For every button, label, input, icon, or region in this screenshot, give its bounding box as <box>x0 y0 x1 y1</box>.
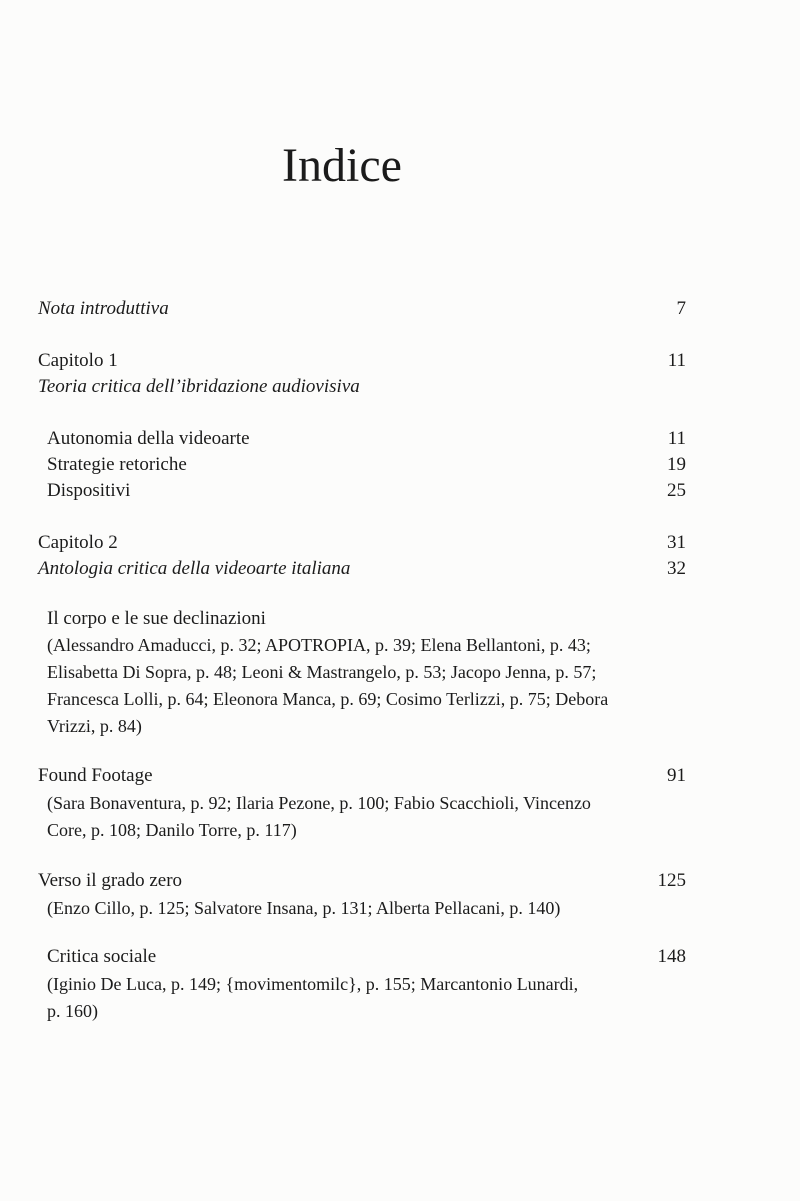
toc-entry-label: Strategie retoriche <box>47 454 187 475</box>
toc-entry-label: Nota introduttiva <box>38 298 169 319</box>
toc-section <box>47 452 686 478</box>
ref-line: (Alessandro Amaducci, p. 32; APOTROPIA, p. 39; Elena Bellantoni, p. 43; <box>47 635 591 655</box>
toc-section <box>47 478 686 504</box>
page-title: Indice <box>282 139 402 192</box>
toc-entry-page: 148 <box>657 946 686 967</box>
toc-entry-page: 11 <box>667 428 686 449</box>
ref-line: Francesca Lolli, p. 64; Eleonora Manca, p. 69; Cosimo Terlizzi, p. 75; Debora <box>47 689 609 709</box>
toc-entry-found-footage <box>38 763 686 789</box>
toc-entry-corpo <box>47 606 686 632</box>
ref-line: Elisabetta Di Sopra, p. 48; Leoni & Mastrangelo, p. 53; Jacopo Jenna, p. 57; <box>47 662 597 682</box>
toc-entry-page: 11 <box>667 350 686 371</box>
toc-entry-label: Il corpo e le sue declinazioni <box>47 608 266 629</box>
toc-entry-label: Found Footage <box>38 765 153 786</box>
toc-entry-page: 32 <box>667 558 686 579</box>
ref-line: p. 160) <box>47 1001 98 1021</box>
toc-chapter-subtitle-1 <box>38 374 686 400</box>
toc-entry-refs-verso <box>47 895 647 922</box>
toc-entry-page: 31 <box>667 532 686 553</box>
toc-entry-page: 25 <box>667 480 686 501</box>
table-of-contents <box>0 292 800 1092</box>
toc-entry-refs-found-footage <box>47 790 647 844</box>
toc-entry-label: Dispositivi <box>47 480 131 501</box>
toc-entry-capitolo-2 <box>38 530 686 556</box>
toc-entry-page: 91 <box>667 765 686 786</box>
toc-entry-nota <box>38 296 686 322</box>
toc-entry-label: Capitolo 1 <box>38 350 118 371</box>
toc-entry-label: Critica sociale <box>47 946 157 967</box>
toc-entry-label: Capitolo 2 <box>38 532 118 553</box>
toc-entry-label: Verso il grado zero <box>38 870 183 891</box>
toc-entry-capitolo-1 <box>38 348 686 374</box>
ref-line: (Iginio De Luca, p. 149; {movimentomilc}, p. 155; Marcantonio Lunardi, <box>47 974 579 994</box>
chapter-subtitle: Antologia critica della videoarte italiana <box>38 558 351 579</box>
toc-entry-refs-corpo <box>47 632 647 740</box>
toc-entry-verso-il-grado-zero <box>38 868 686 894</box>
toc-entry-label: Autonomia della videoarte <box>47 428 250 449</box>
toc-entry-page: 7 <box>676 298 686 319</box>
ref-line: (Enzo Cillo, p. 125; Salvatore Insana, p. 131; Alberta Pellacani, p. 140) <box>47 898 561 918</box>
toc-entry-page: 19 <box>667 454 686 475</box>
toc-entry-refs-critica-sociale <box>47 971 647 1025</box>
ref-line: (Sara Bonaventura, p. 92; Ilaria Pezone, p. 100; Fabio Scacchioli, Vincenzo <box>47 793 591 813</box>
toc-entry-critica-sociale <box>47 944 686 970</box>
chapter-subtitle: Teoria critica dell’ibridazione audiovisiva <box>38 376 360 397</box>
ref-line: Vrizzi, p. 84) <box>47 716 142 736</box>
toc-section <box>47 426 686 452</box>
toc-entry-page: 125 <box>657 870 686 891</box>
ref-line: Core, p. 108; Danilo Torre, p. 117) <box>47 820 297 840</box>
toc-chapter-subtitle-2 <box>38 556 686 582</box>
